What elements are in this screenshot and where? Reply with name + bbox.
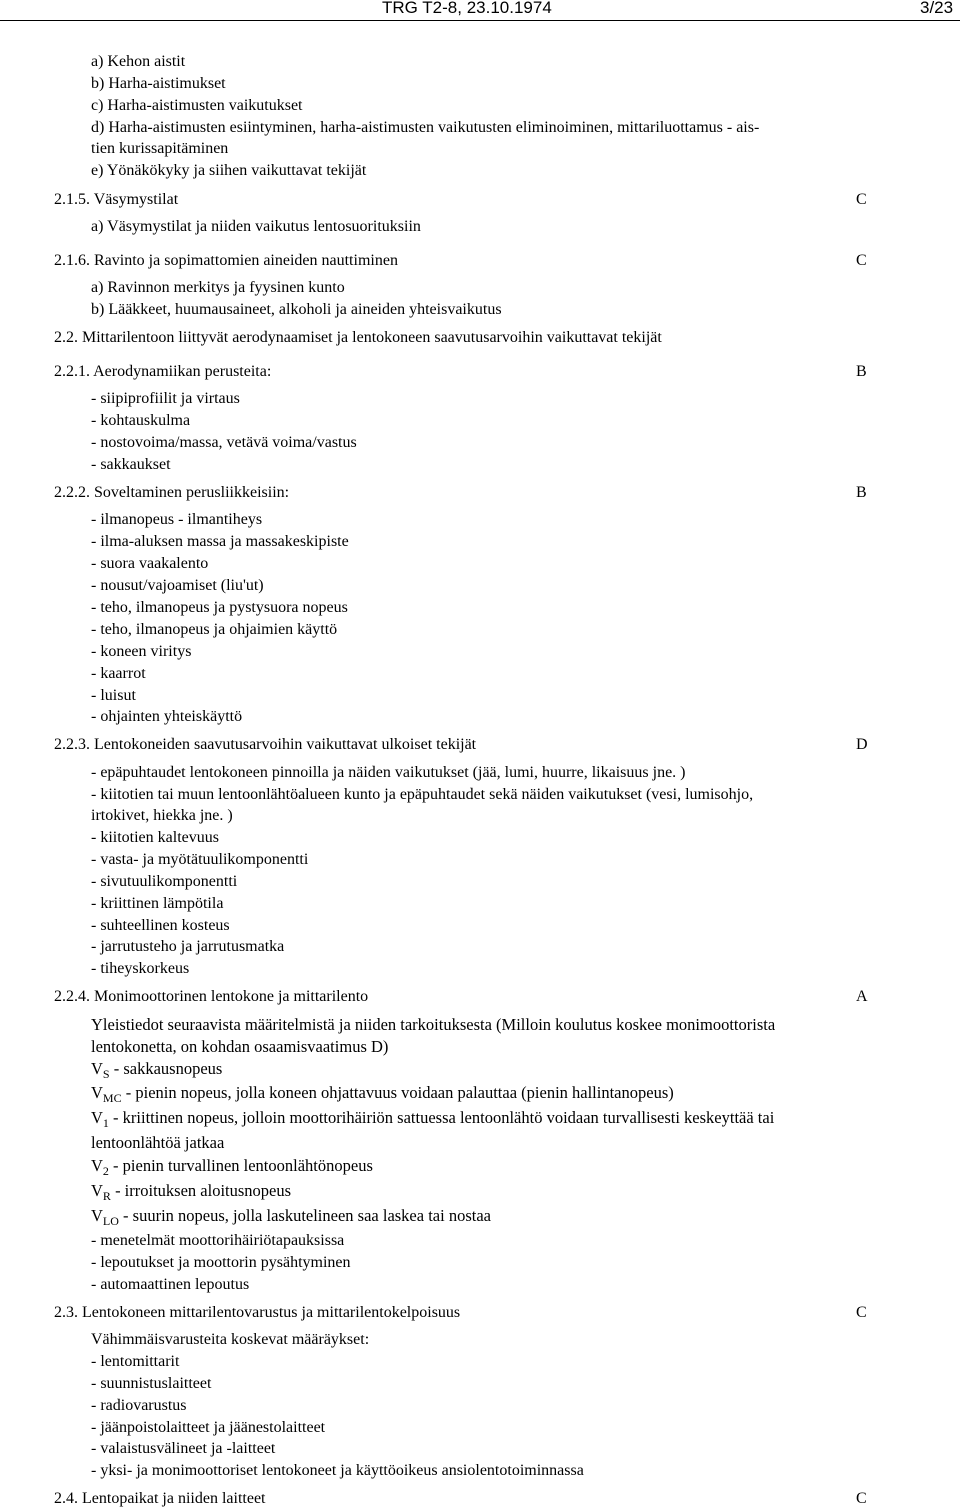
list-item: - kiitotien kaltevuus bbox=[91, 829, 219, 846]
speed-definition-vs: $V_S$ - sakkausnopeus bbox=[91, 1059, 223, 1081]
speed-definition-v2: $V_2$ - pienin turvallinen lentoonlähtönopeus bbox=[91, 1156, 373, 1178]
list-item: - radiovarustus bbox=[91, 1397, 187, 1414]
section-heading: 2.2.4. Monimoottorinen lentokone ja mittarilento bbox=[54, 988, 369, 1005]
section-heading: 2.2. Mittarilentoon liittyvät aerodynaamiset ja lentokoneen saavutusarvoihin vaikuttavat tekijät bbox=[54, 329, 662, 346]
section-heading: 2.2.3. Lentokoneiden saavutusarvoihin vaikuttavat ulkoiset tekijät bbox=[54, 736, 477, 753]
page-number: 3/23 bbox=[920, 0, 954, 17]
list-item: b) Harha-aistimukset bbox=[91, 75, 226, 92]
section-heading: 2.1.6. Ravinto ja sopimattomien aineiden nauttiminen bbox=[54, 252, 398, 269]
level-marker: A bbox=[856, 988, 868, 1005]
list-item: - nostovoima/massa, vetävä voima/vastus bbox=[91, 434, 357, 451]
list-item: - vasta- ja myötätuulikomponentti bbox=[91, 851, 309, 868]
list-item: - ilma-aluksen massa ja massakeskipiste bbox=[91, 533, 349, 550]
list-item: tien kurissapitäminen bbox=[91, 140, 229, 157]
list-item: - sivutuulikomponentti bbox=[91, 873, 238, 890]
list-item: - tiheyskorkeus bbox=[91, 960, 190, 977]
level-marker: C bbox=[856, 1490, 867, 1507]
speed-definition-vlo: $V_{LO}$ - suurin nopeus, jolla laskutelineen saa laskea tai nostaa bbox=[91, 1206, 491, 1228]
speed-definition-vmc: $V_{MC}$ - pienin nopeus, jolla koneen ohjattavuus voidaan palauttaa (pienin hallintanopeus) bbox=[91, 1083, 674, 1105]
paragraph-line: Yleistiedot seuraavista määritelmistä ja niiden tarkoituksesta (Milloin koulutus koskee monimoottorista bbox=[91, 1015, 776, 1034]
list-item: - lepoutukset ja moottorin pysähtyminen bbox=[91, 1254, 351, 1271]
list-item: a) Kehon aistit bbox=[91, 53, 186, 70]
list-item: - siipiprofiilit ja virtaus bbox=[91, 390, 240, 407]
list-item: - suunnistuslaitteet bbox=[91, 1375, 212, 1392]
list-item: - automaattinen lepoutus bbox=[91, 1276, 250, 1293]
level-marker: C bbox=[856, 191, 867, 208]
section-heading: 2.4. Lentopaikat ja niiden laitteet bbox=[54, 1490, 266, 1507]
list-item: e) Yönäkökyky ja siihen vaikuttavat tekijät bbox=[91, 162, 367, 179]
list-item: - valaistusvälineet ja -laitteet bbox=[91, 1440, 276, 1457]
list-item: Vähimmäisvarusteita koskevat määräykset: bbox=[91, 1331, 370, 1348]
list-item: d) Harha-aistimusten esiintyminen, harha-aistimusten vaikutusten eliminoiminen, mittariluottamus - ais- bbox=[91, 119, 760, 136]
level-marker: B bbox=[856, 484, 867, 501]
list-item: - ilmanopeus - ilmantiheys bbox=[91, 511, 263, 528]
paragraph-line: lentoonlähtöä jatkaa bbox=[91, 1133, 225, 1152]
level-marker: C bbox=[856, 1304, 867, 1321]
list-item: - epäpuhtaudet lentokoneen pinnoilla ja näiden vaikutukset (jää, lumi, huurre, likaisuus jne. ) bbox=[91, 764, 686, 781]
list-item: - ohjainten yhteiskäyttö bbox=[91, 708, 243, 725]
list-item: - yksi- ja monimoottoriset lentokoneet ja käyttöoikeus ansiolentotoiminnassa bbox=[91, 1462, 584, 1479]
speed-definition-v1: $V_1$ - kriittinen nopeus, jolloin moottorihäiriön sattuessa lentoonlähtö voidaan turvallisesti keskeyttää tai bbox=[91, 1108, 775, 1130]
section-heading: 2.1.5. Väsymystilat bbox=[54, 191, 179, 208]
list-item: - suhteellinen kosteus bbox=[91, 917, 230, 934]
paragraph-line: lentokonetta, on kohdan osaamisvaatimus D) bbox=[91, 1037, 389, 1056]
list-item: - koneen viritys bbox=[91, 643, 192, 660]
list-item: b) Lääkkeet, huumausaineet, alkoholi ja aineiden yhteisvaikutus bbox=[91, 301, 502, 318]
list-item: - nousut/vajoamiset (liu'ut) bbox=[91, 577, 264, 594]
section-heading: 2.2.1. Aerodynamiikan perusteita: bbox=[54, 363, 272, 380]
list-item: - kohtauskulma bbox=[91, 412, 191, 429]
level-marker: C bbox=[856, 252, 867, 269]
list-item: - teho, ilmanopeus ja ohjaimien käyttö bbox=[91, 621, 338, 638]
section-heading: 2.2.2. Soveltaminen perusliikkeisiin: bbox=[54, 484, 290, 501]
list-item: - jarrutusteho ja jarrutusmatka bbox=[91, 938, 285, 955]
list-item: a) Väsymystilat ja niiden vaikutus lentosuorituksiin bbox=[91, 218, 421, 235]
list-item: - lentomittarit bbox=[91, 1353, 180, 1370]
speed-definition-vr: $V_R$ - irroituksen aloitusnopeus bbox=[91, 1181, 292, 1203]
list-item: - suora vaakalento bbox=[91, 555, 209, 572]
list-item: - kaarrot bbox=[91, 665, 146, 682]
list-item: - teho, ilmanopeus ja pystysuora nopeus bbox=[91, 599, 348, 616]
list-item: irtokivet, hiekka jne. ) bbox=[91, 807, 233, 824]
list-item: - kiitotien tai muun lentoonlähtöalueen kunto ja epäpuhtaudet sekä näiden vaikutukset (vesi, lumisohjo, bbox=[91, 786, 754, 803]
list-item: a) Ravinnon merkitys ja fyysinen kunto bbox=[91, 279, 345, 296]
level-marker: D bbox=[856, 736, 868, 753]
list-item: - sakkaukset bbox=[91, 456, 171, 473]
list-item: - luisut bbox=[91, 687, 136, 704]
level-marker: B bbox=[856, 363, 867, 380]
list-item: - menetelmät moottorihäiriötapauksissa bbox=[91, 1232, 345, 1249]
list-item: - jäänpoistolaitteet ja jäänestolaitteet bbox=[91, 1419, 326, 1436]
list-item: - kriittinen lämpötila bbox=[91, 895, 224, 912]
header-title: TRG T2-8, 23.10.1974 bbox=[382, 0, 552, 17]
section-heading: 2.3. Lentokoneen mittarilentovarustus ja mittarilentokelpoisuus bbox=[54, 1304, 461, 1321]
list-item: c) Harha-aistimusten vaikutukset bbox=[91, 97, 303, 114]
